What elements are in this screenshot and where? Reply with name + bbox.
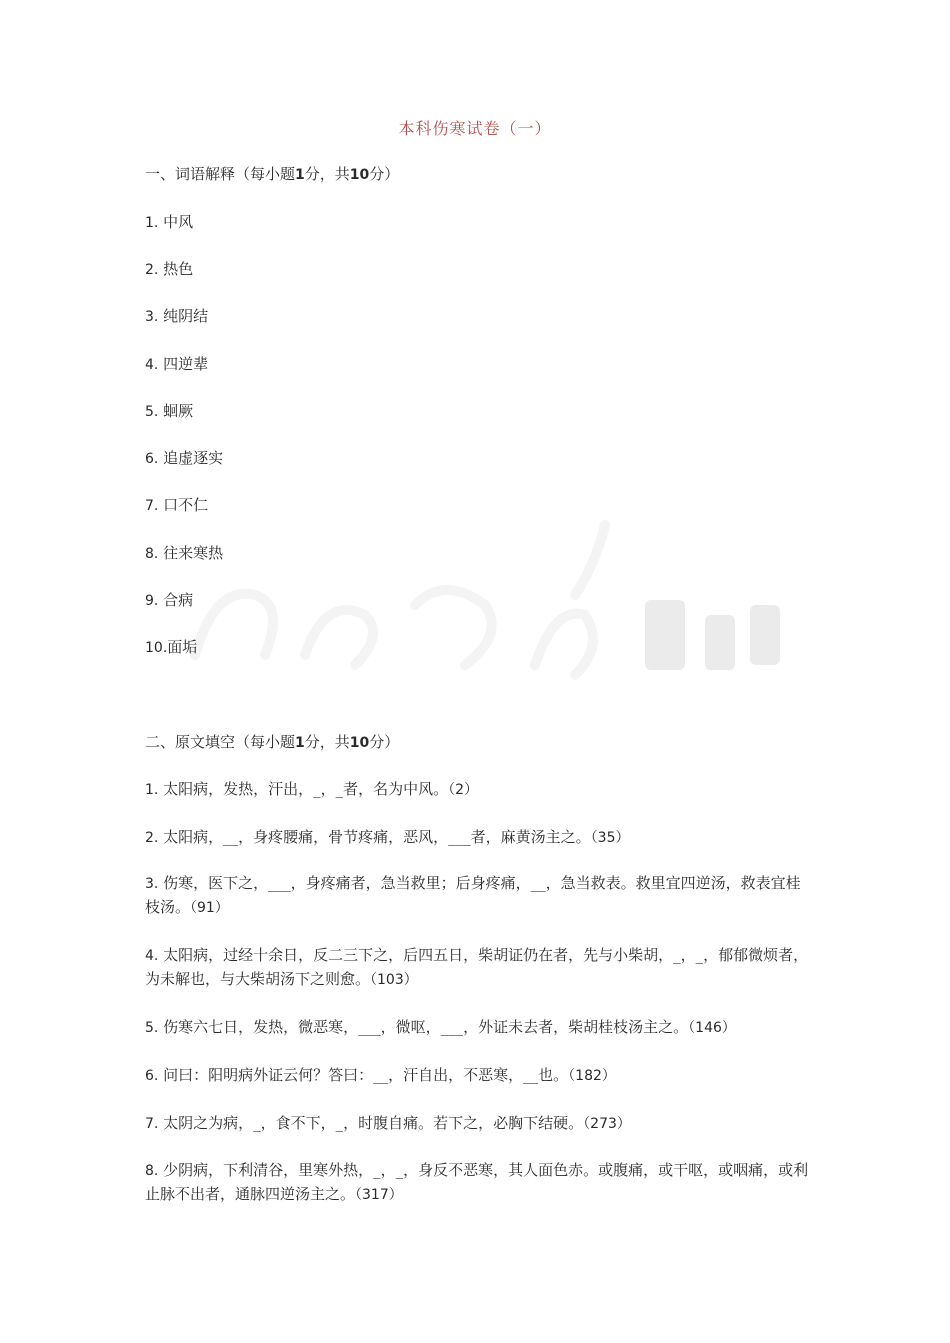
term-text: 合病 bbox=[163, 591, 194, 609]
fill-ref: （91） bbox=[190, 900, 229, 916]
term-item-6 bbox=[145, 447, 815, 471]
fill-item-8 bbox=[145, 1159, 815, 1207]
fill-item-1 bbox=[145, 778, 815, 802]
term-number: 3. bbox=[145, 309, 159, 325]
fill-ref: （35） bbox=[590, 830, 630, 846]
term-number: 9. bbox=[145, 593, 159, 609]
fill-text: 太阳病，发热，汗出，_，_者，名为中风。 bbox=[163, 780, 449, 798]
fill-item-3 bbox=[145, 872, 815, 920]
section-1-heading-post: 分） bbox=[369, 165, 400, 183]
section-2-heading-post: 分） bbox=[369, 733, 400, 751]
fill-text: 伤寒六七日，发热，微恶寒，___，微呕，___，外证未去者，柴胡桂枝汤主之。 bbox=[163, 1018, 689, 1036]
section-1-heading bbox=[145, 163, 815, 187]
term-number: 4. bbox=[145, 357, 159, 373]
fill-number: 4. bbox=[145, 948, 159, 964]
fill-text: 太阳病，__，身疼腰痛，骨节疼痛，恶风，___者，麻黄汤主之。 bbox=[163, 828, 591, 846]
section-2-heading-mid: 分，共 bbox=[304, 733, 350, 751]
term-item-8 bbox=[145, 542, 815, 566]
section-1-points-each: 1 bbox=[295, 167, 305, 183]
term-number: 8. bbox=[145, 546, 159, 562]
term-text: 面垢 bbox=[167, 638, 198, 656]
term-text: 四逆辈 bbox=[163, 355, 209, 373]
fill-number: 1. bbox=[145, 782, 159, 798]
term-text: 热色 bbox=[163, 260, 194, 278]
fill-number: 8. bbox=[145, 1163, 159, 1179]
fill-ref: （146） bbox=[688, 1020, 736, 1036]
section-1-heading-pre: 一、词语解释（每小题 bbox=[145, 165, 296, 183]
term-text: 蛔厥 bbox=[163, 402, 194, 420]
term-text: 口不仁 bbox=[163, 496, 209, 514]
term-item-10 bbox=[145, 636, 815, 660]
fill-ref: （2） bbox=[448, 782, 479, 798]
fill-item-5 bbox=[145, 1016, 815, 1040]
fill-item-7 bbox=[145, 1112, 815, 1136]
fill-number: 6. bbox=[145, 1068, 159, 1084]
section-2-points-each: 1 bbox=[295, 735, 305, 751]
term-number: 6. bbox=[145, 451, 159, 467]
term-item-4 bbox=[145, 353, 815, 377]
fill-text: 太阳病，过经十余日，反二三下之，后四五日，柴胡证仍在者，先与小柴胡，_，_，郁郁微烦者，为未解也，与大柴胡汤下之则愈。 bbox=[145, 946, 809, 988]
fill-text: 太阴之为病，_，食不下，_，时腹自痛。若下之，必胸下结硬。 bbox=[163, 1114, 584, 1132]
fill-number: 7. bbox=[145, 1116, 159, 1132]
term-number: 10. bbox=[145, 640, 168, 656]
term-number: 1. bbox=[145, 215, 159, 231]
term-text: 往来寒热 bbox=[163, 544, 224, 562]
term-number: 7. bbox=[145, 498, 159, 514]
section-2-points-total: 10 bbox=[349, 735, 370, 751]
term-number: 5. bbox=[145, 404, 159, 420]
term-text: 纯阴结 bbox=[163, 307, 209, 325]
fill-text: 伤寒，医下之，___，身疼痛者，急当救里；后身疼痛，__，急当救表。救里宜四逆汤，救表宜桂枝汤。 bbox=[145, 874, 801, 916]
term-text: 中风 bbox=[163, 213, 194, 231]
fill-text: 少阴病，下利清谷，里寒外热，_，_，身反不恶寒，其人面色赤。或腹痛，或干呕，或咽痛，或利止脉不出者，通脉四逆汤主之。 bbox=[145, 1161, 809, 1203]
term-item-5 bbox=[145, 400, 815, 424]
section-1-points-total: 10 bbox=[349, 167, 370, 183]
fill-number: 2. bbox=[145, 830, 159, 846]
fill-item-4 bbox=[145, 944, 815, 992]
fill-number: 5. bbox=[145, 1020, 159, 1036]
term-item-2 bbox=[145, 258, 815, 282]
term-item-1 bbox=[145, 211, 815, 235]
fill-text: 问曰：阳明病外证云何？答曰：__，汗自出，不恶寒，__也。 bbox=[163, 1066, 569, 1084]
fill-ref: （103） bbox=[370, 972, 418, 988]
fill-number: 3. bbox=[145, 876, 159, 892]
fill-ref: （273） bbox=[583, 1116, 631, 1132]
term-item-3 bbox=[145, 305, 815, 329]
term-item-7 bbox=[145, 494, 815, 518]
page-title: 本科伤寒试卷（一） bbox=[398, 119, 552, 138]
fill-ref: （182） bbox=[568, 1068, 616, 1084]
section-2-heading bbox=[145, 731, 815, 755]
fill-item-6 bbox=[145, 1064, 815, 1088]
term-text: 追虚逐实 bbox=[163, 449, 224, 467]
fill-item-2 bbox=[145, 826, 815, 850]
term-number: 2. bbox=[145, 262, 159, 278]
section-1-heading-mid: 分，共 bbox=[304, 165, 350, 183]
term-item-9 bbox=[145, 589, 815, 613]
fill-ref: （317） bbox=[355, 1187, 403, 1203]
section-2-heading-pre: 二、原文填空（每小题 bbox=[145, 733, 296, 751]
